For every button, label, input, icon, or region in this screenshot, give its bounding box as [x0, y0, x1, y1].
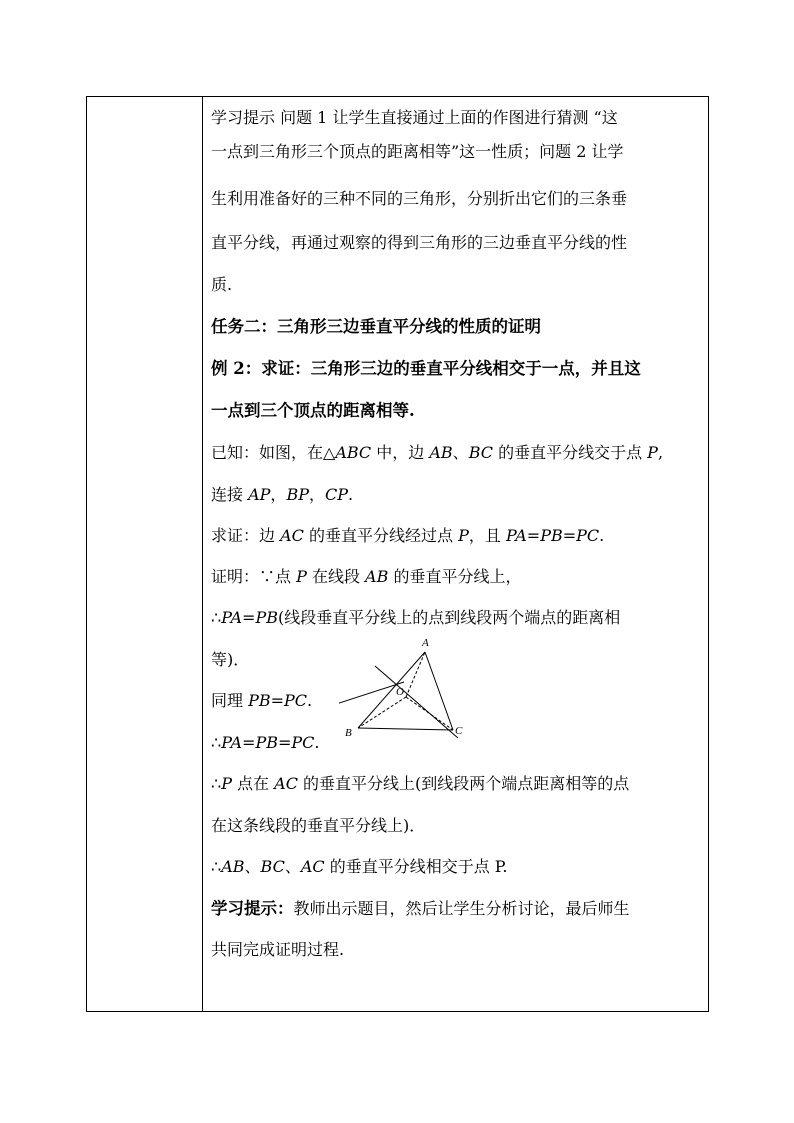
side-ab: [358, 652, 425, 728]
proof-line7: 在这条线段的垂直平分线上)．: [211, 816, 426, 835]
proof-line8: ∴AB、BC、AC 的垂直平分线相交于点 P.: [211, 857, 508, 876]
proof-line2: ∴PA=PB(线段垂直平分线上的点到线段两个端点的距离相: [211, 608, 621, 627]
proof-line3: 等)．: [211, 650, 250, 669]
given-line1: 已知：如图，在△ABC 中，边 AB、BC 的垂直平分线交于点 P,: [211, 443, 664, 462]
given-line2: 连接 AP，BP，CP.: [211, 485, 354, 504]
prove-statement: 求证：边 AC 的垂直平分线经过点 P，且 PA=PB=PC.: [211, 526, 605, 545]
bisector-ac: [339, 682, 404, 720]
hint2-line1: 学习提示：教师出示题目，然后让学生分析讨论，最后师生: [211, 899, 630, 918]
hint2-line2: 共同完成证明过程.: [211, 940, 345, 959]
hint1-line2: 一点到三角形三个顶点的距离相等”这一性质；问题 2 让学: [211, 142, 624, 161]
example2-line2: 一点到三个顶点的距离相等.: [211, 401, 415, 420]
proof-line6: ∴P 点在 AC 的垂直平分线上(到线段两个端点距离相等的点: [211, 774, 630, 793]
example2-line1: 例 2：求证：三角形三边的垂直平分线相交于一点，并且这: [211, 359, 641, 378]
proof-line4: 同理 PB=PC.: [211, 691, 313, 710]
proof-line1: 证明：∵点 P 在线段 AB 的垂直平分线上，: [211, 567, 522, 586]
label-b: B: [345, 727, 352, 739]
hint1-line5: 质.: [211, 275, 233, 294]
hint2-label: 学习提示：: [211, 899, 294, 918]
hint1-line1: 学习提示 问题 1 让学生直接通过上面的作图进行猜测 “这: [211, 108, 618, 127]
segment-ob: [358, 697, 406, 728]
label-a: A: [422, 637, 429, 649]
hint1-line4: 直平分线，再通过观察的得到三角形的三边垂直平分线的性: [211, 233, 628, 252]
bisector-ab: [375, 666, 458, 738]
segment-oa: [406, 652, 425, 697]
proof-line5: ∴PA=PB=PC.: [211, 733, 320, 752]
side-ac: [425, 652, 453, 730]
hint1-line3: 生利用准备好的三种不同的三角形，分别折出它们的三条垂: [211, 189, 628, 208]
side-bc: [358, 728, 453, 730]
task2-heading: 任务二：三角形三边垂直平分线的性质的证明: [211, 317, 541, 336]
triangle-perpendicular-bisector-figure: [339, 634, 469, 764]
column-divider: [202, 97, 203, 1011]
label-o: O: [396, 686, 404, 698]
lesson-table: [86, 96, 709, 1012]
label-c: C: [455, 725, 463, 737]
